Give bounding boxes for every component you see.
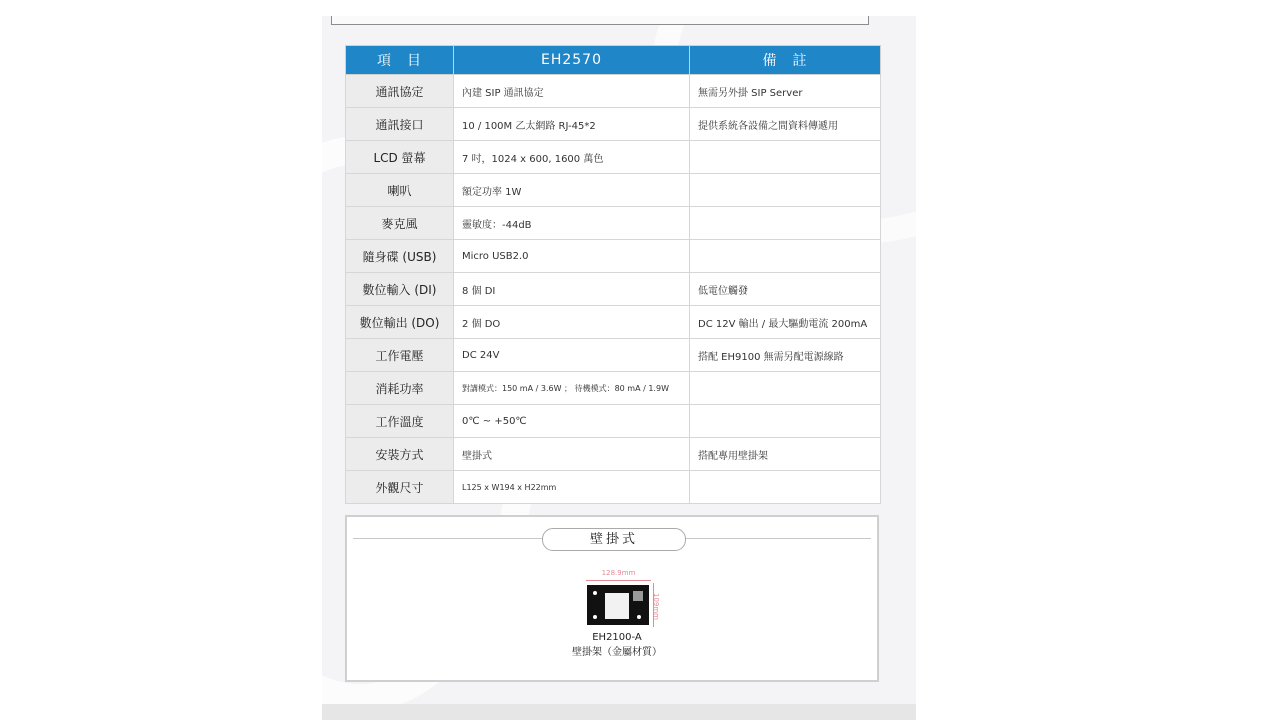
spec-value-cell: L125 x W194 x H22mm — [454, 471, 690, 504]
spec-row — [346, 75, 881, 108]
spec-row — [346, 207, 881, 240]
spec-note-cell — [690, 405, 881, 438]
spec-value-cell: 對講模式：150 mA / 3.6W ； 待機模式：80 mA / 1.9W — [454, 372, 690, 405]
spec-table — [345, 45, 881, 504]
spec-value-cell: 額定功率 1W — [454, 174, 690, 207]
height-dimension — [650, 583, 658, 627]
spec-row — [346, 141, 881, 174]
spec-value-cell: 2 個 DO — [454, 306, 690, 339]
spec-row — [346, 273, 881, 306]
spec-note-cell — [690, 174, 881, 207]
spec-note-cell — [690, 471, 881, 504]
spec-item-cell: 工作電壓 — [346, 339, 454, 372]
spec-item-cell: 喇叭 — [346, 174, 454, 207]
spec-value-cell: DC 24V — [454, 339, 690, 372]
bracket-screw-hole — [593, 615, 597, 619]
spec-value-cell: 0℃ ~ +50℃ — [454, 405, 690, 438]
wall-bracket-image — [587, 585, 649, 625]
spec-item-cell: 隨身碟 (USB) — [346, 240, 454, 273]
spec-table-header — [346, 46, 881, 75]
spec-note-cell — [690, 207, 881, 240]
bracket-screw-hole — [593, 591, 597, 595]
spec-value-cell: 壁掛式 — [454, 438, 690, 471]
height-dimension-label: 109mm — [652, 593, 660, 620]
spec-item-cell: 數位輸出 (DO) — [346, 306, 454, 339]
spec-row — [346, 240, 881, 273]
footer-strip — [322, 704, 916, 720]
spec-item-cell: 數位輸入 (DI) — [346, 273, 454, 306]
spec-value-cell: 內建 SIP 通訊協定 — [454, 75, 690, 108]
spec-value-cell: 7 吋，1024 x 600, 1600 萬色 — [454, 141, 690, 174]
spec-note-cell — [690, 141, 881, 174]
spec-item-cell: 消耗功率 — [346, 372, 454, 405]
spec-item-cell: 通訊接口 — [346, 108, 454, 141]
spec-note-cell: 搭配專用壁掛架 — [690, 438, 881, 471]
spec-note-cell: 提供系統各設備之間資料傳遞用 — [690, 108, 881, 141]
bracket-tab — [633, 591, 643, 601]
spec-note-cell: 搭配 EH9100 無需另配電源線路 — [690, 339, 881, 372]
spec-row — [346, 372, 881, 405]
mounting-section — [345, 515, 879, 682]
spec-row — [346, 174, 881, 207]
width-dimension — [586, 571, 651, 581]
spec-item-cell: 通訊協定 — [346, 75, 454, 108]
spec-note-cell: 無需另外掛 SIP Server — [690, 75, 881, 108]
previous-section-frame — [331, 16, 869, 25]
width-dimension-label: 128.9mm — [601, 569, 636, 577]
spec-note-cell — [690, 240, 881, 273]
spec-item-cell: 工作溫度 — [346, 405, 454, 438]
bracket-cutout — [605, 593, 629, 619]
spec-value-cell: 8 個 DI — [454, 273, 690, 306]
width-dimension-line — [586, 580, 651, 581]
spec-value-cell: 10 / 100M 乙太網路 RJ-45*2 — [454, 108, 690, 141]
header-model: EH2570 — [454, 46, 690, 75]
spec-row — [346, 306, 881, 339]
spec-value-cell: Micro USB2.0 — [454, 240, 690, 273]
spec-value-cell: 靈敏度：-44dB — [454, 207, 690, 240]
header-item: 項 目 — [346, 46, 454, 75]
bracket-description: 壁掛架（金屬材質） — [572, 647, 662, 658]
bracket-screw-hole — [637, 615, 641, 619]
spec-row — [346, 108, 881, 141]
bracket-model: EH2100-A — [592, 632, 642, 643]
spec-item-cell: 麥克風 — [346, 207, 454, 240]
spec-note-cell — [690, 372, 881, 405]
spec-item-cell: 安裝方式 — [346, 438, 454, 471]
spec-item-cell: LCD 螢幕 — [346, 141, 454, 174]
spec-note-cell: 低電位觸發 — [690, 273, 881, 306]
mounting-title: 壁掛式 — [542, 528, 686, 551]
spec-row — [346, 438, 881, 471]
spec-note-cell: DC 12V 輸出 / 最大驅動電流 200mA — [690, 306, 881, 339]
spec-row — [346, 471, 881, 504]
spec-item-cell: 外觀尺寸 — [346, 471, 454, 504]
spec-row — [346, 405, 881, 438]
spec-row — [346, 339, 881, 372]
header-note: 備 註 — [690, 46, 881, 75]
